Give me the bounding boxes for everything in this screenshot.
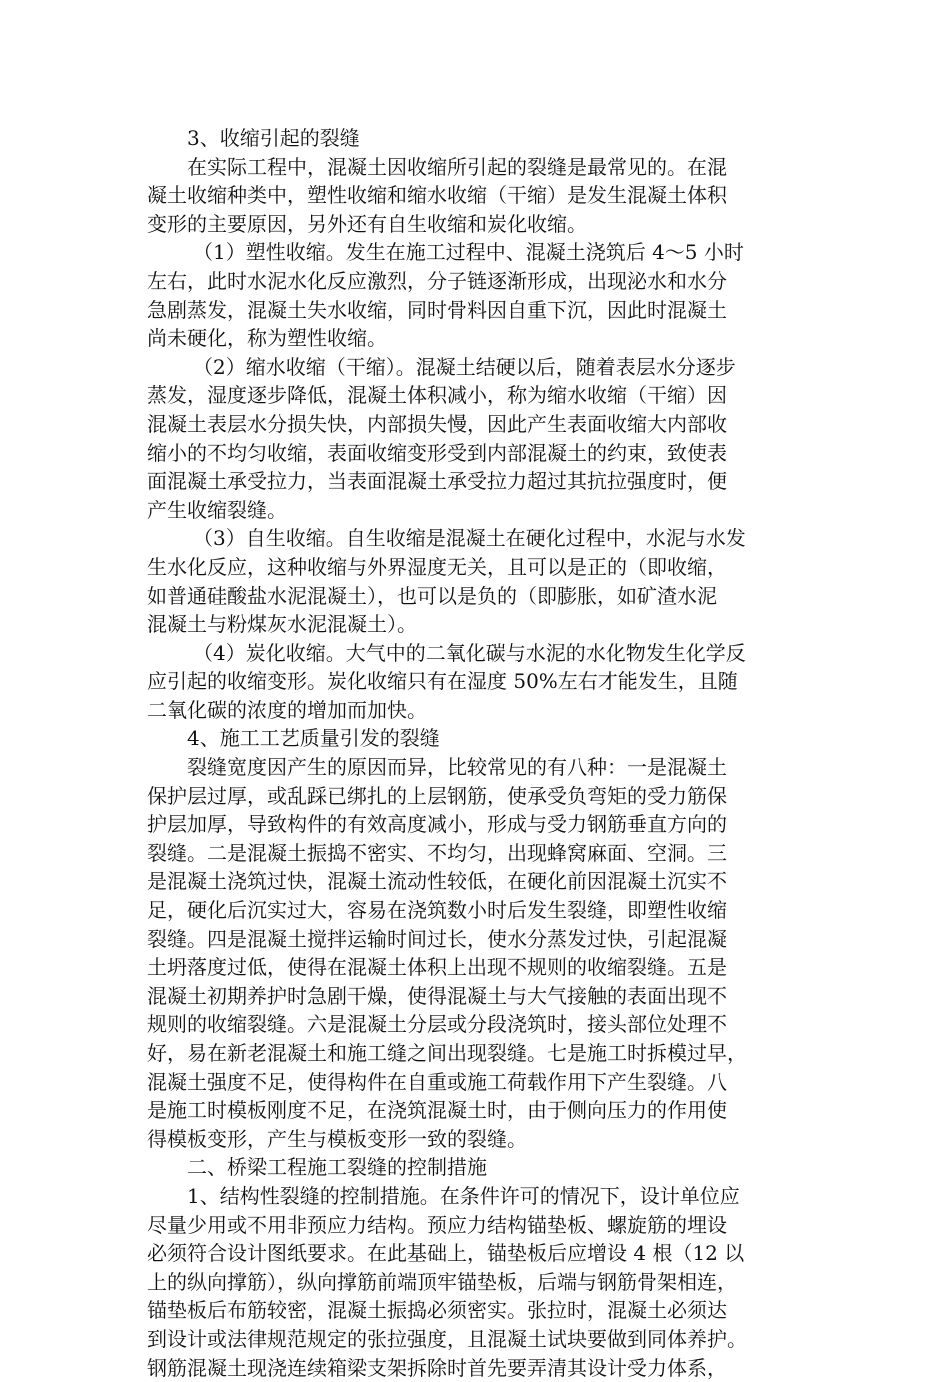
text-line: 变形的主要原因，另外还有自生收缩和炭化收缩。: [147, 211, 587, 236]
text-line: 足，硬化后沉实过大，容易在浇筑数小时后发生裂缝，即塑性收缩: [147, 898, 727, 923]
text-line: （3）自生收缩。自生收缩是混凝土在硬化过程中，水泥与水发: [193, 526, 746, 551]
section-heading-construction-cracks: [147, 724, 803, 753]
text-line: 裂缝。二是混凝土振捣不密实、不均匀，出现蜂窝麻面、空洞。三: [147, 840, 727, 865]
text-line: 土坍落度过低，使得在混凝土体积上出现不规则的收缩裂缝。五是: [147, 955, 727, 980]
paragraph-drying-shrinkage: [147, 353, 803, 525]
paragraph-shrinkage-intro: [147, 153, 803, 239]
text-line: 锚垫板后布筋较密，混凝土振捣必须密实。张拉时，混凝土必须达: [147, 1298, 727, 1323]
text-line: 上的纵向撑筋），纵向撑筋前端顶牢锚垫板，后端与钢筋骨架相连，: [147, 1269, 737, 1294]
text-line: 是混凝土浇筑过快，混凝土流动性较低，在硬化前因混凝土沉实不: [147, 869, 727, 894]
text-line: 到设计或法律规范规定的张拉强度，且混凝土试块要做到同体养护。: [147, 1326, 747, 1351]
text-line: 护层加厚，导致构件的有效高度减小，形成与受力钢筋垂直方向的: [147, 812, 727, 837]
text-line: 得模板变形，产生与模板变形一致的裂缝。: [147, 1126, 527, 1151]
text-line: 规则的收缩裂缝。六是混凝土分层或分段浇筑时，接头部位处理不: [147, 1012, 727, 1037]
section-heading-shrinkage-cracks: [147, 124, 803, 153]
text-line: 尚未硬化，称为塑性收缩。: [147, 326, 387, 351]
paragraph-plastic-shrinkage: [147, 238, 803, 352]
paragraph-structural-crack-control: [147, 1182, 803, 1382]
text-line: 尽量少用或不用非预应力结构。预应力结构锚垫板、螺旋筋的埋设: [147, 1212, 727, 1237]
text-line: （1）塑性收缩。发生在施工过程中、混凝土浇筑后 4～5 小时: [193, 240, 744, 265]
text-line: 混凝土表层水分损失快，内部损失慢，因此产生表面收缩大内部收: [147, 411, 727, 436]
text-line: 1、结构性裂缝的控制措施。在条件许可的情况下，设计单位应: [187, 1183, 740, 1208]
text-line: 急剧蒸发，混凝土失水收缩，同时骨料因自重下沉，因此时混凝土: [147, 297, 727, 322]
paragraph-carbonation-shrinkage: [147, 639, 803, 725]
text-line: 产生收缩裂缝。: [147, 497, 287, 522]
text-line: 凝土收缩种类中，塑性收缩和缩水收缩（干缩）是发生混凝土体积: [147, 183, 727, 208]
section-heading-control-measures: [147, 1153, 803, 1182]
text-line: 必须符合设计图纸要求。在此基础上，锚垫板后应增设 4 根（12 以: [147, 1241, 745, 1266]
text-line: 左右，此时水泥水化反应激烈，分子链逐渐形成，出现泌水和水分: [147, 268, 727, 293]
text-line: 3、收缩引起的裂缝: [187, 126, 360, 150]
text-line: 钢筋混凝土现浇连续箱梁支架拆除时首先要弄清其设计受力体系，: [147, 1355, 727, 1380]
text-line: 二、桥梁工程施工裂缝的控制措施: [187, 1155, 487, 1180]
document-body: [147, 124, 803, 1382]
text-line: 裂缝宽度因产生的原因而异，比较常见的有八种：一是混凝土: [187, 755, 727, 780]
text-line: 4、施工工艺质量引发的裂缝: [187, 726, 440, 751]
text-line: 蒸发，湿度逐步降低，混凝土体积减小，称为缩水收缩（干缩）因: [147, 383, 727, 408]
text-line: 面混凝土承受拉力，当表面混凝土承受拉力超过其抗拉强度时，便: [147, 469, 727, 494]
text-line: 在实际工程中，混凝土因收缩所引起的裂缝是最常见的。在混: [187, 154, 727, 179]
text-line: 好，易在新老混凝土和施工缝之间出现裂缝。七是施工时拆模过早，: [147, 1041, 747, 1065]
text-line: （4）炭化收缩。大气中的二氧化碳与水泥的水化物发生化学反: [193, 640, 746, 665]
text-line: 缩小的不均匀收缩，表面收缩变形受到内部混凝土的约束，致使表: [147, 440, 727, 465]
text-line: 生水化反应，这种收缩与外界湿度无关，且可以是正的（即收缩，: [147, 554, 727, 579]
text-line: 如普通硅酸盐水泥混凝土），也可以是负的（即膨胀，如矿渣水泥: [147, 583, 717, 608]
text-line: 保护层过厚，或乱踩已绑扎的上层钢筋，使承受负弯矩的受力筋保: [147, 783, 727, 808]
text-line: （2）缩水收缩（干缩）。混凝土结硬以后，随着表层水分逐步: [193, 354, 736, 379]
text-line: 应引起的收缩变形。炭化收缩只有在湿度 50%左右才能发生，且随: [147, 669, 738, 694]
text-line: 是施工时模板刚度不足，在浇筑混凝土时，由于侧向压力的作用使: [147, 1098, 727, 1123]
text-line: 裂缝。四是混凝土搅拌运输时间过长，使水分蒸发过快，引起混凝: [147, 926, 727, 951]
text-line: 混凝土强度不足，使得构件在自重或施工荷载作用下产生裂缝。八: [147, 1069, 727, 1094]
text-line: 二氧化碳的浓度的增加而加快。: [147, 697, 427, 722]
text-line: 混凝土初期养护时急剧干燥，使得混凝土与大气接触的表面出现不: [147, 983, 727, 1008]
paragraph-construction-cracks: [147, 753, 803, 1153]
text-line: 混凝土与粉煤灰水泥混凝土）。: [147, 612, 417, 637]
paragraph-autogenous-shrinkage: [147, 524, 803, 638]
